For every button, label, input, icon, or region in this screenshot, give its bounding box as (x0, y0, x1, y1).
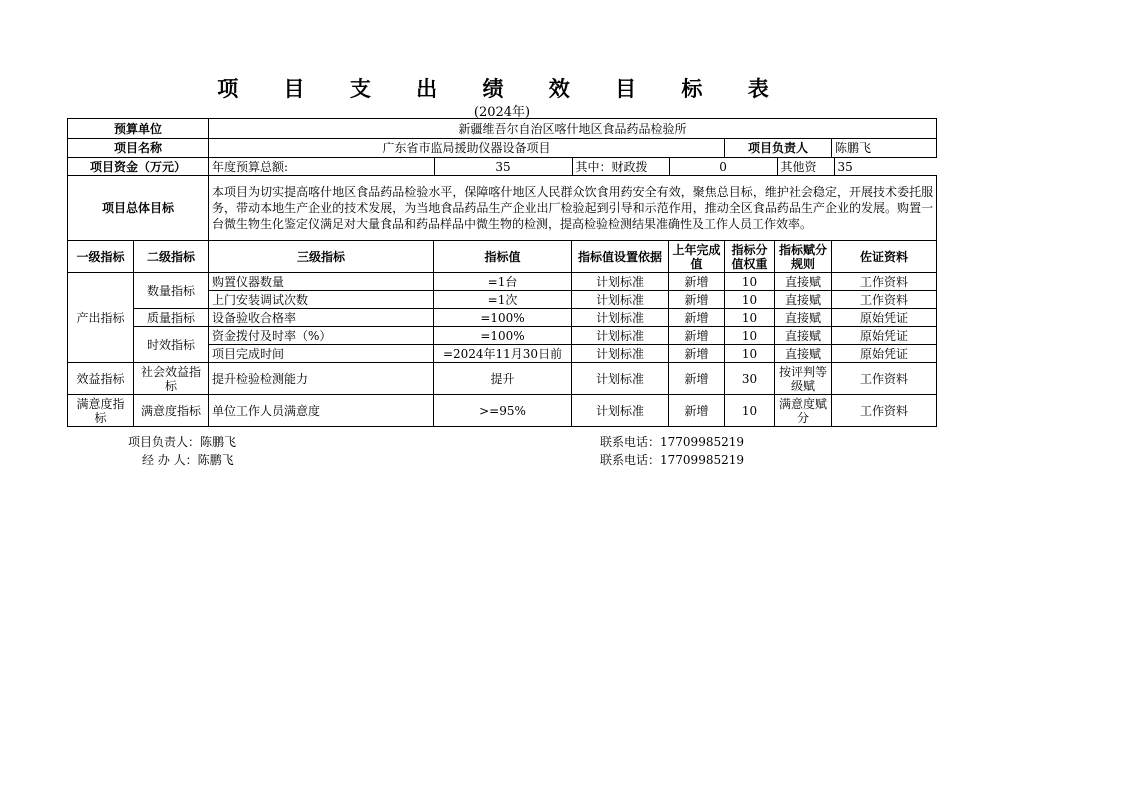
table-row (68, 363, 937, 395)
other-funds-label: 其他资 (777, 158, 834, 175)
table-row (68, 273, 937, 291)
footer-owner-label: 项目负责人： (128, 435, 201, 449)
goal-row (68, 176, 937, 241)
footer-handler-value: 陈鹏飞 (197, 453, 234, 467)
l1-output: 产出指标 (68, 273, 134, 363)
goal-label: 项目总体目标 (68, 176, 209, 241)
weight-cell: 10 (725, 395, 775, 427)
evidence-cell: 工作资料 (832, 291, 937, 309)
value-cell: 提升 (434, 363, 572, 395)
basis-cell: 计划标准 (572, 291, 669, 309)
budget-unit-value: 新疆维吾尔自治区喀什地区食品药品检验所 (209, 119, 937, 139)
footer-phone-value: 17709985219 (660, 435, 744, 449)
footer-handler (142, 451, 234, 468)
prev-cell: 新增 (669, 291, 725, 309)
evidence-cell: 工作资料 (832, 363, 937, 395)
evidence-cell: 原始凭证 (832, 327, 937, 345)
evidence-cell: 工作资料 (832, 395, 937, 427)
l2-timeliness: 时效指标 (134, 327, 209, 363)
value-cell: =100% (434, 327, 572, 345)
l2-social: 社会效益指标 (134, 363, 209, 395)
l1-satisfaction: 满意度指标 (68, 395, 134, 427)
prev-cell: 新增 (669, 363, 725, 395)
project-owner-label: 项目负责人 (725, 139, 832, 158)
budget-unit-label: 预算单位 (68, 119, 209, 139)
goal-text: 本项目为切实提高喀什地区食品药品检验水平，保障喀什地区人民群众饮食用药安全有效，聚焦总目标，维护社会稳定，开展技术委托服务，带动本地生产企业的技术发展，为当地食品药品生产企业出厂检验起到引导和示范作用，推动全区食品药品生产企业的发展。购置一台微生物生化鉴定仪满足对大量食品和药品样品中微生物的检测，提高检验检测结果准确性及工作人员工作效率。 (209, 176, 937, 241)
basis-cell: 计划标准 (572, 309, 669, 327)
header-l3: 三级指标 (209, 241, 434, 273)
l3-cell: 项目完成时间 (209, 345, 434, 363)
l2-quality: 质量指标 (134, 309, 209, 327)
value-cell: =2024年11月30日前 (434, 345, 572, 363)
performance-table (67, 118, 937, 427)
l3-cell: 提升检验检测能力 (209, 363, 434, 395)
l3-cell: 购置仪器数量 (209, 273, 434, 291)
rule-cell: 按评判等级赋 (775, 363, 832, 395)
value-cell: =1台 (434, 273, 572, 291)
header-l2: 二级指标 (134, 241, 209, 273)
footer-owner (128, 433, 236, 450)
prev-cell: 新增 (669, 345, 725, 363)
rule-cell: 直接赋 (775, 273, 832, 291)
value-cell: =1次 (434, 291, 572, 309)
header-rule: 指标赋分规则 (775, 241, 832, 273)
weight-cell: 10 (725, 273, 775, 291)
basis-cell: 计划标准 (572, 273, 669, 291)
l1-benefit: 效益指标 (68, 363, 134, 395)
footer-owner-value: 陈鹏飞 (200, 435, 237, 449)
basis-cell: 计划标准 (572, 345, 669, 363)
evidence-cell: 原始凭证 (832, 309, 937, 327)
funds-label: 项目资金（万元） (68, 158, 209, 176)
footer-handler-label: 经 办 人： (142, 453, 198, 467)
l2-quantity: 数量指标 (134, 273, 209, 309)
l3-cell: 设备验收合格率 (209, 309, 434, 327)
header-basis: 指标值设置依据 (572, 241, 669, 273)
weight-cell: 30 (725, 363, 775, 395)
evidence-cell: 工作资料 (832, 273, 937, 291)
value-cell: =100% (434, 309, 572, 327)
header-evidence: 佐证资料 (832, 241, 937, 273)
header-l1: 一级指标 (68, 241, 134, 273)
project-name-label: 项目名称 (68, 139, 209, 158)
weight-cell: 10 (725, 327, 775, 345)
prev-cell: 新增 (669, 273, 725, 291)
basis-cell: 计划标准 (572, 395, 669, 427)
header-row (68, 241, 937, 273)
other-funds-value: 35 (834, 158, 937, 175)
table-row (68, 309, 937, 327)
rule-cell: 直接赋 (775, 291, 832, 309)
rule-cell: 满意度赋分 (775, 395, 832, 427)
rule-cell: 直接赋 (775, 327, 832, 345)
annual-total-value: 35 (434, 158, 572, 175)
annual-total-label: 年度预算总额: (209, 158, 434, 175)
rule-cell: 直接赋 (775, 309, 832, 327)
footer-phone-2 (600, 451, 744, 468)
value-cell: >=95% (434, 395, 572, 427)
evidence-cell: 原始凭证 (832, 345, 937, 363)
project-name-row (68, 139, 937, 158)
header-weight: 指标分值权重 (725, 241, 775, 273)
basis-cell: 计划标准 (572, 363, 669, 395)
fiscal-label: 其中：财政拨 (572, 158, 669, 175)
year-subtitle: (2024年) (473, 105, 531, 120)
project-name-value: 广东省市监局援助仪器设备项目 (209, 139, 725, 158)
rule-cell: 直接赋 (775, 345, 832, 363)
weight-cell: 10 (725, 309, 775, 327)
page-title: 项 目 支 出 绩 效 目 标 表 (217, 77, 788, 101)
project-owner-value: 陈鹏飞 (832, 139, 937, 158)
l3-cell: 资金拨付及时率（%） (209, 327, 434, 345)
budget-unit-row (68, 119, 937, 139)
table-row (68, 395, 937, 427)
fiscal-value: 0 (669, 158, 777, 175)
footer-phone-label: 联系电话： (600, 453, 661, 467)
weight-cell: 10 (725, 291, 775, 309)
header-prev: 上年完成值 (669, 241, 725, 273)
footer-phone-label: 联系电话： (600, 435, 661, 449)
l3-cell: 上门安装调试次数 (209, 291, 434, 309)
table-row (68, 327, 937, 345)
basis-cell: 计划标准 (572, 327, 669, 345)
l2-satisfaction: 满意度指标 (134, 395, 209, 427)
weight-cell: 10 (725, 345, 775, 363)
l3-cell: 单位工作人员满意度 (209, 395, 434, 427)
footer-phone-1 (600, 433, 744, 450)
header-value: 指标值 (434, 241, 572, 273)
prev-cell: 新增 (669, 327, 725, 345)
footer-phone-value: 17709985219 (660, 453, 744, 467)
prev-cell: 新增 (669, 309, 725, 327)
funds-row (68, 158, 937, 176)
prev-cell: 新增 (669, 395, 725, 427)
